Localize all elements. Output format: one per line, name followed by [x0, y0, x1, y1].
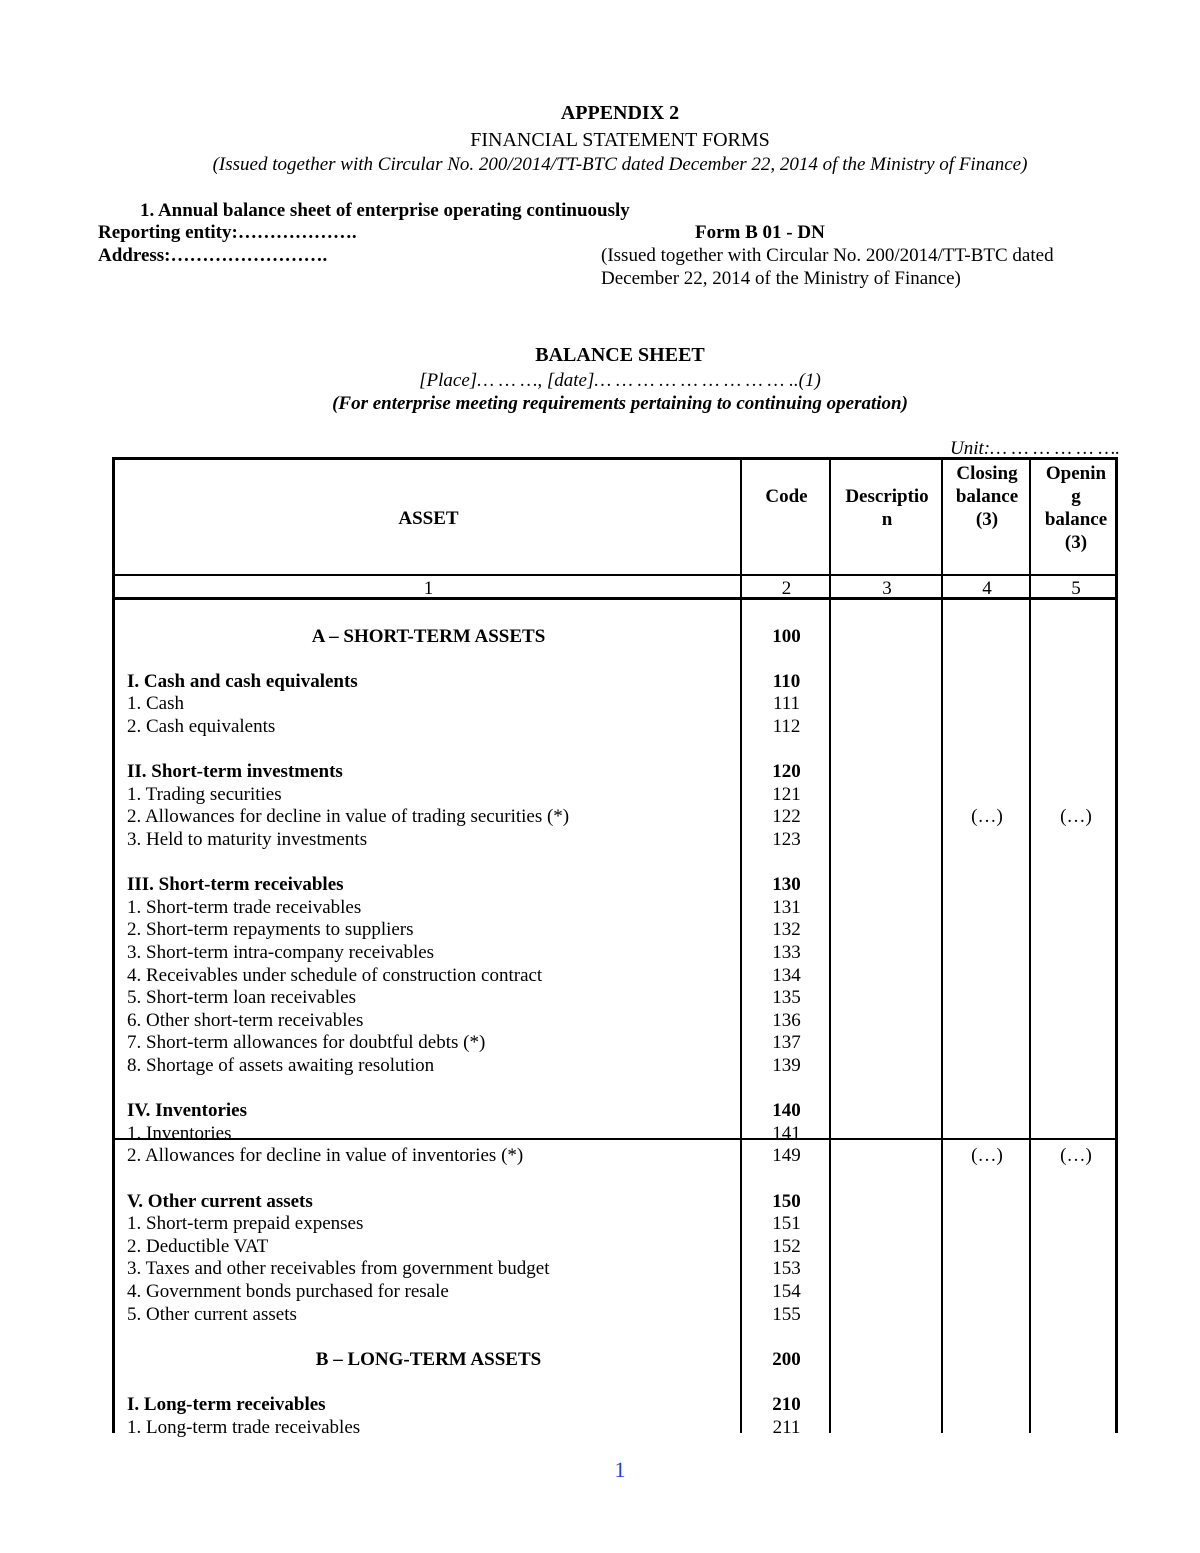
row-code: 140: [772, 1100, 801, 1122]
table-row: [115, 1099, 1115, 1122]
table-spacer-row: [115, 1370, 1115, 1393]
table-row: [115, 805, 1115, 828]
table-row: [115, 896, 1115, 919]
item-label: 2. Short-term repayments to suppliers: [127, 919, 414, 941]
appendix-title: APPENDIX 2: [560, 102, 680, 124]
row-code: 131: [772, 896, 801, 918]
item-label: 3. Held to maturity investments: [127, 829, 368, 850]
table-row: [115, 1122, 1115, 1145]
item-label: 3. Taxes and other receivables from government budget: [127, 1258, 550, 1280]
table-row: [115, 986, 1115, 1009]
item-label: 1. Short-term trade receivables: [127, 896, 362, 918]
table-row: [115, 1190, 1115, 1213]
page-number: 1: [614, 1457, 626, 1482]
row-code: 210: [772, 1394, 801, 1415]
table-row: [115, 828, 1115, 851]
table-spacer-row: [115, 1167, 1115, 1190]
table-row: [115, 1144, 1115, 1167]
item-label: 2. Allowances for decline in value of inventories (*): [127, 1145, 524, 1167]
table-row: [115, 1303, 1115, 1326]
item-label: 5. Short-term loan receivables: [127, 987, 356, 1009]
table-row: [115, 918, 1115, 941]
table-row: [115, 1416, 1115, 1439]
table-row: [115, 760, 1115, 783]
table-row: [115, 1212, 1115, 1235]
row-code: 155: [772, 1303, 801, 1325]
table-row: [115, 1235, 1115, 1258]
row-code: 133: [772, 942, 801, 963]
item-label: 2. Cash equivalents: [127, 716, 276, 737]
forms-subtitle: FINANCIAL STATEMENT FORMS: [470, 129, 770, 151]
row-code: 110: [772, 670, 801, 692]
asset-header: ASSET: [398, 508, 459, 529]
row-code: 120: [772, 761, 801, 783]
item-label: 1. Short-term prepaid expenses: [127, 1213, 364, 1235]
table-row: [115, 625, 1115, 648]
row-code: 154: [772, 1281, 801, 1302]
table-spacer-row: [115, 1077, 1115, 1100]
column-number: 2: [781, 578, 792, 599]
row-code: 200: [772, 1348, 801, 1370]
table-row: [115, 1031, 1115, 1054]
item-label: 4. Government bonds purchased for resale: [127, 1281, 449, 1302]
row-code: 151: [772, 1213, 801, 1235]
place-date-line: [Place]… … …, [date]… … … … … … … … … ..(1): [419, 370, 821, 391]
table-spacer-row: [115, 602, 1115, 625]
group-label: I. Cash and cash equivalents: [127, 670, 358, 692]
balance-sheet-title: BALANCE SHEET: [535, 344, 705, 366]
unit-label: Unit:… … … … … ….: [950, 438, 1120, 459]
table-row: [115, 873, 1115, 896]
item-label: 1. Inventories: [127, 1122, 232, 1144]
row-code: 149: [772, 1145, 801, 1167]
form-code: Form B 01 - DN: [695, 222, 825, 243]
table-row: [115, 964, 1115, 987]
row-code: 132: [772, 919, 801, 941]
group-label: I. Long-term receivables: [127, 1394, 326, 1415]
item-label: 3. Short-term intra-company receivables: [127, 942, 435, 963]
row-code: 111: [772, 693, 801, 715]
table-spacer-row: [115, 738, 1115, 761]
row-code: 122: [772, 806, 801, 828]
closing-balance-cell: (…): [971, 1145, 1003, 1167]
code-header: Code: [765, 486, 808, 507]
item-label: 4. Receivables under schedule of construction contract: [127, 964, 543, 986]
item-label: 8. Shortage of assets awaiting resolution: [127, 1055, 435, 1076]
row-code: 134: [772, 964, 801, 986]
column-number: 5: [1071, 578, 1081, 599]
opening-balance-cell: (…): [1060, 806, 1092, 828]
table-row: [115, 1054, 1115, 1077]
opening-balance-header: Openin g balance (3): [1044, 463, 1108, 553]
issued-note: (Issued together with Circular No. 200/2014/TT-BTC dated December 22, 2014 of the Ministry of Finance): [212, 154, 1028, 175]
form-note-line1: (Issued together with Circular No. 200/2014/TT-BTC dated: [601, 245, 1054, 266]
table-row: [115, 783, 1115, 806]
group-label: II. Short-term investments: [127, 761, 343, 783]
table-spacer-row: [115, 647, 1115, 670]
column-number: 3: [882, 578, 892, 599]
table-row: [115, 1393, 1115, 1416]
row-code: 112: [772, 716, 801, 737]
row-code: 135: [772, 987, 801, 1009]
address-field: Address:…………………….: [98, 245, 328, 266]
item-label: 2. Allowances for decline in value of trading securities (*): [127, 806, 570, 828]
item-label: 1. Long-term trade receivables: [127, 1416, 361, 1438]
row-code: 150: [772, 1190, 801, 1212]
section-label: B – LONG-TERM ASSETS: [315, 1348, 542, 1370]
item-label: 1. Trading securities: [127, 783, 282, 805]
form-note-line2: December 22, 2014 of the Ministry of Finance): [601, 268, 961, 289]
row-code: 211: [772, 1416, 801, 1438]
section-label: A – SHORT-TERM ASSETS: [311, 625, 546, 647]
opening-balance-cell: (…): [1060, 1145, 1092, 1167]
row-code: 152: [772, 1235, 801, 1257]
row-code: 121: [772, 783, 801, 805]
row-code: 130: [772, 874, 801, 896]
table-row: [115, 670, 1115, 693]
closing-balance-header: Closing balance (3): [955, 463, 1019, 530]
item-label: 2. Deductible VAT: [127, 1235, 269, 1257]
balance-sheet-table: [112, 457, 1118, 1438]
item-label: 6. Other short-term receivables: [127, 1009, 364, 1031]
row-code: 139: [772, 1055, 801, 1076]
table-row: [115, 941, 1115, 964]
row-code: 153: [772, 1258, 801, 1280]
row-code: 123: [772, 829, 801, 850]
scope-note: (For enterprise meeting requirements pertaining to continuing operation): [332, 393, 908, 414]
table-spacer-row: [115, 851, 1115, 874]
table-row: [115, 1280, 1115, 1303]
table-row: [115, 692, 1115, 715]
description-header: Descriptio n: [845, 486, 929, 530]
table-row: [115, 1257, 1115, 1280]
table-spacer-row: [115, 1325, 1115, 1348]
column-number: 4: [982, 578, 992, 599]
closing-balance-cell: (…): [971, 806, 1003, 828]
item-label: 1. Cash: [127, 693, 184, 715]
group-label: III. Short-term receivables: [127, 874, 344, 896]
table-row: [115, 715, 1115, 738]
item-label: 5. Other current assets: [127, 1303, 297, 1325]
section-heading: 1. Annual balance sheet of enterprise operating continuously: [140, 200, 630, 221]
group-label: IV. Inventories: [127, 1100, 247, 1122]
row-code: 141: [772, 1122, 801, 1144]
row-code: 100: [772, 625, 801, 647]
reporting-entity-field: Reporting entity:……………….: [98, 222, 357, 243]
table-row: [115, 1009, 1115, 1032]
group-label: V. Other current assets: [127, 1190, 313, 1212]
header-divider: [115, 574, 1115, 576]
column-number: 1: [423, 578, 434, 599]
row-code: 137: [772, 1032, 801, 1054]
row-code: 136: [772, 1009, 801, 1031]
item-label: 7. Short-term allowances for doubtful debts (*): [127, 1032, 486, 1054]
table-row: [115, 1348, 1115, 1371]
